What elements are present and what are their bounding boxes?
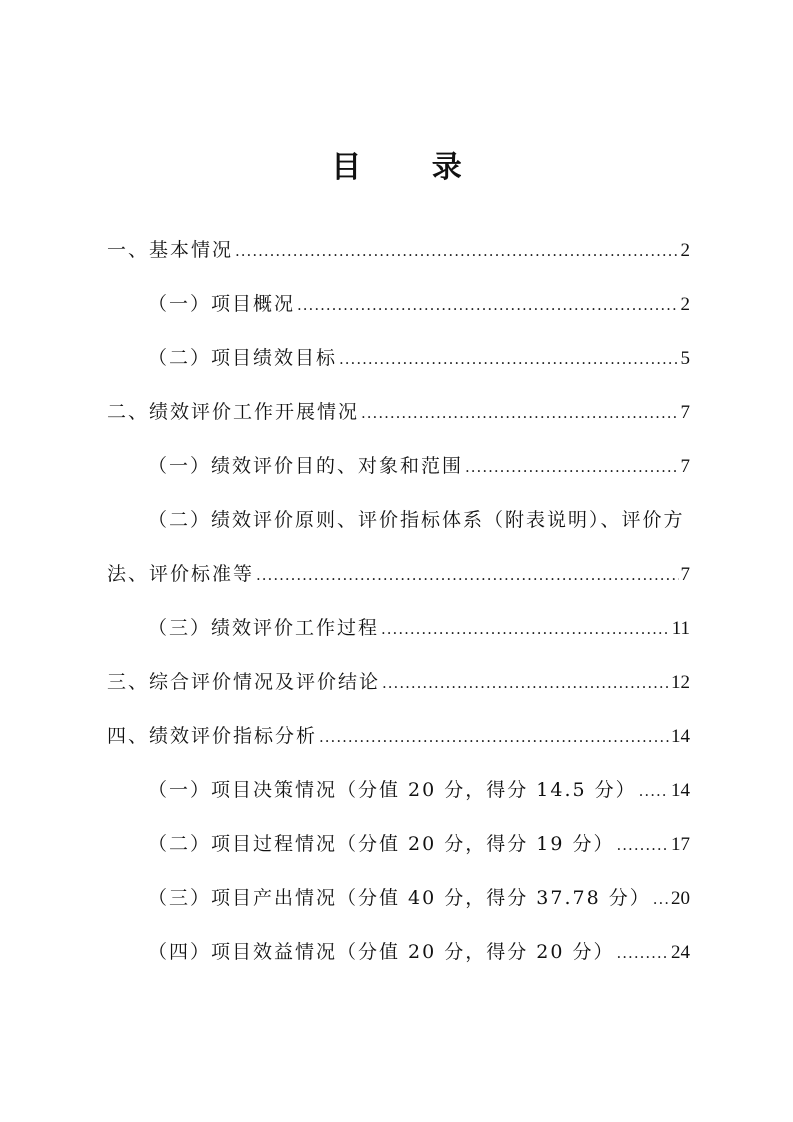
- toc-leader-dots: [256, 563, 678, 587]
- toc-leader-dots: [339, 347, 678, 371]
- toc-entry-evaluation-work[interactable]: [107, 400, 690, 425]
- toc-page-number: 17: [671, 834, 690, 855]
- toc-leader-dots: [361, 401, 678, 425]
- toc-page-number: 11: [671, 618, 690, 639]
- toc-entry-label: （四）项目效益情况（分值 20 分，得分 20 分）: [148, 941, 615, 963]
- toc-leader-dots: [653, 887, 669, 911]
- toc-leader-dots: [381, 617, 670, 641]
- toc-page-number: 2: [680, 240, 690, 261]
- toc-entry-label: （三）绩效评价工作过程: [148, 617, 380, 639]
- toc-entry-performance-goals[interactable]: [148, 346, 690, 371]
- toc-entry-label: （一）项目决策情况（分值 20 分，得分 14.5 分）: [148, 779, 637, 801]
- toc-page-number: 2: [680, 294, 690, 315]
- toc-entry-project-benefit[interactable]: [148, 940, 690, 965]
- toc-entry-label: （二）项目绩效目标: [148, 347, 338, 369]
- toc-leader-dots: [617, 941, 669, 965]
- toc-entry-label: 三、综合评价情况及评价结论: [107, 671, 381, 693]
- toc-entry-label: 法、评价标准等: [107, 563, 255, 585]
- toc-entry-label: 二、绩效评价工作开展情况: [107, 401, 360, 423]
- toc-entry-project-process[interactable]: [148, 832, 690, 857]
- toc-page-number: 14: [671, 780, 690, 801]
- toc-entry-evaluation-process[interactable]: [148, 616, 690, 641]
- toc-page-number: 5: [680, 348, 690, 369]
- toc-leader-dots: [382, 671, 669, 695]
- toc-entry-project-overview[interactable]: [148, 292, 690, 317]
- toc-entry-evaluation-principles[interactable]: [107, 562, 690, 587]
- toc-leader-dots: [617, 833, 669, 857]
- toc-page-number: 7: [680, 564, 690, 585]
- toc-page-number: 20: [671, 888, 690, 909]
- toc-entry-project-output[interactable]: [148, 886, 690, 911]
- toc-entry-label: （二）项目过程情况（分值 20 分，得分 19 分）: [148, 833, 615, 855]
- toc-leader-dots: [235, 239, 678, 263]
- toc-entry-overall-conclusion[interactable]: [107, 670, 690, 695]
- toc-page-number: 7: [680, 456, 690, 477]
- toc-entry-project-decision[interactable]: [148, 778, 690, 803]
- toc-entry-label: 四、绩效评价指标分析: [107, 725, 318, 747]
- page-title: 目 录: [331, 150, 492, 185]
- toc-entry-evaluation-purpose[interactable]: [148, 454, 690, 479]
- toc-page-number: 12: [671, 672, 690, 693]
- toc-entry-label: （一）项目概况: [148, 293, 296, 315]
- toc-leader-dots: [639, 779, 669, 803]
- toc-leader-dots: [319, 725, 669, 749]
- toc-leader-dots: [297, 293, 678, 317]
- toc-entry-label: 一、基本情况: [107, 239, 234, 261]
- toc-entry-label: （三）项目产出情况（分值 40 分，得分 37.78 分）: [148, 887, 651, 909]
- toc-entry-indicator-analysis[interactable]: [107, 724, 690, 749]
- toc-page-number: 24: [671, 942, 690, 963]
- toc-page-number: 7: [680, 402, 690, 423]
- toc-entry-label-line1[interactable]: （二）绩效评价原则、评价指标体系（附表说明）、评价方: [148, 509, 685, 531]
- toc-entry-basic-situation[interactable]: [107, 238, 690, 263]
- toc-page-number: 14: [671, 726, 690, 747]
- toc-leader-dots: [465, 455, 678, 479]
- toc-entry-label: （一）绩效评价目的、对象和范围: [148, 455, 464, 477]
